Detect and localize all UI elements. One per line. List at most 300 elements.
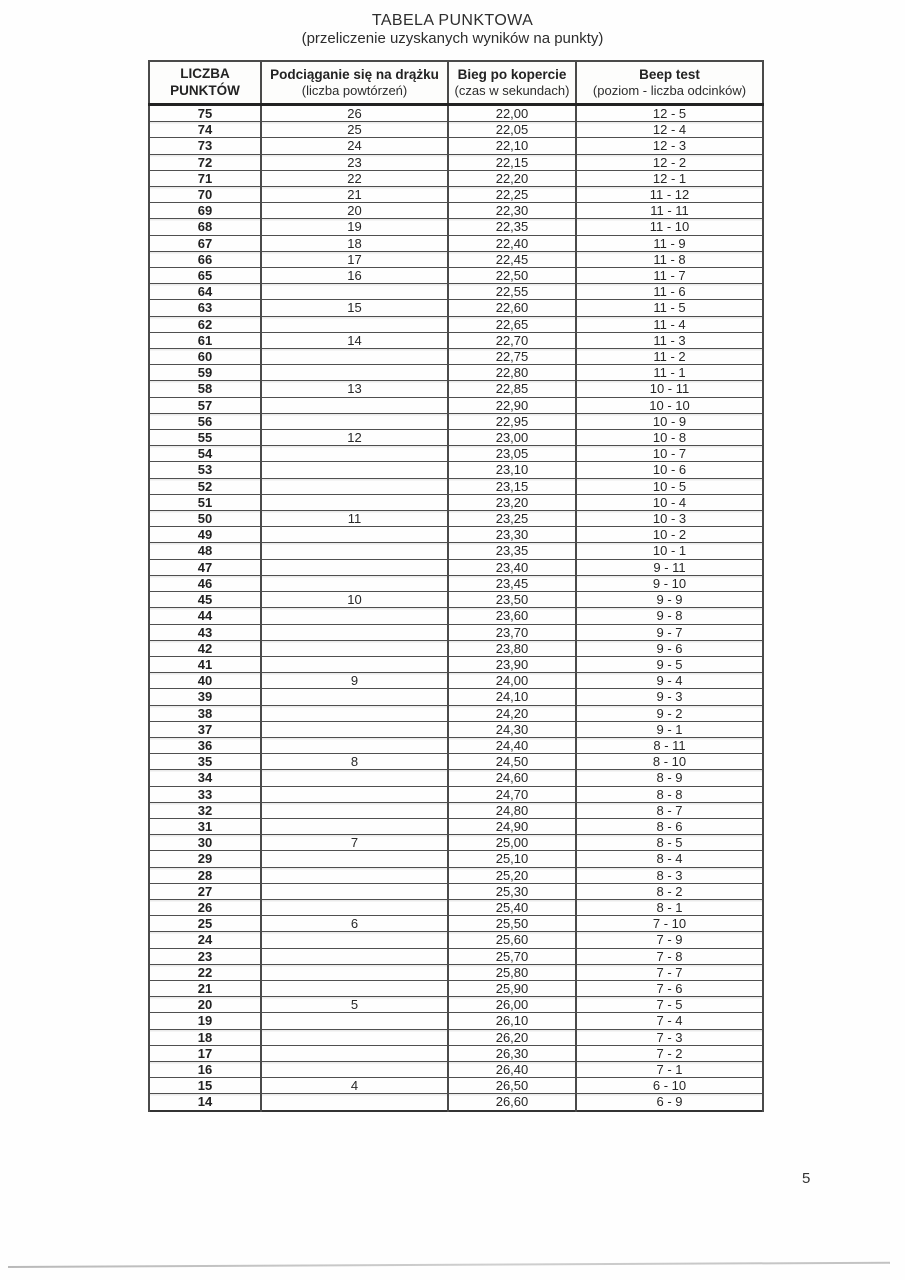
table-row bbox=[149, 300, 763, 316]
cell-time: 24,50 bbox=[448, 754, 576, 770]
cell-pullups: 10 bbox=[261, 592, 448, 608]
cell-beep: 8 - 5 bbox=[576, 835, 763, 851]
cell-pullups bbox=[261, 1013, 448, 1029]
cell-pullups: 13 bbox=[261, 381, 448, 397]
cell-time: 24,30 bbox=[448, 721, 576, 737]
cell-beep: 11 - 8 bbox=[576, 251, 763, 267]
cell-points: 70 bbox=[149, 187, 261, 203]
cell-beep: 10 - 10 bbox=[576, 397, 763, 413]
cell-points: 62 bbox=[149, 316, 261, 332]
header-liczba-punktow-line2: PUNKTÓW bbox=[170, 83, 240, 98]
cell-time: 22,10 bbox=[448, 138, 576, 154]
cell-pullups bbox=[261, 689, 448, 705]
cell-beep: 11 - 3 bbox=[576, 332, 763, 348]
cell-pullups: 21 bbox=[261, 187, 448, 203]
table-row bbox=[149, 916, 763, 932]
header-beep-sublabel: (poziom - liczba odcinków) bbox=[592, 82, 747, 98]
table-row bbox=[149, 397, 763, 413]
cell-points: 53 bbox=[149, 462, 261, 478]
cell-pullups bbox=[261, 527, 448, 543]
cell-points: 55 bbox=[149, 430, 261, 446]
table-row bbox=[149, 964, 763, 980]
cell-time: 22,35 bbox=[448, 219, 576, 235]
cell-beep: 11 - 11 bbox=[576, 203, 763, 219]
cell-beep: 10 - 8 bbox=[576, 430, 763, 446]
cell-points: 60 bbox=[149, 349, 261, 365]
cell-time: 22,90 bbox=[448, 397, 576, 413]
page-subtitle: (przeliczenie uzyskanych wyników na punkty) bbox=[301, 30, 604, 47]
cell-beep: 7 - 9 bbox=[576, 932, 763, 948]
cell-beep: 8 - 1 bbox=[576, 899, 763, 915]
table-row bbox=[149, 1013, 763, 1029]
cell-beep: 7 - 5 bbox=[576, 997, 763, 1013]
cell-pullups bbox=[261, 867, 448, 883]
table-row bbox=[149, 673, 763, 689]
table-row bbox=[149, 349, 763, 365]
table-row bbox=[149, 835, 763, 851]
cell-pullups: 24 bbox=[261, 138, 448, 154]
table-row bbox=[149, 705, 763, 721]
cell-points: 16 bbox=[149, 1061, 261, 1077]
cell-points: 17 bbox=[149, 1045, 261, 1061]
cell-time: 23,45 bbox=[448, 575, 576, 591]
cell-points: 31 bbox=[149, 818, 261, 834]
cell-points: 15 bbox=[149, 1078, 261, 1094]
cell-pullups bbox=[261, 948, 448, 964]
cell-points: 41 bbox=[149, 656, 261, 672]
cell-pullups: 11 bbox=[261, 511, 448, 527]
cell-points: 72 bbox=[149, 154, 261, 170]
cell-pullups: 9 bbox=[261, 673, 448, 689]
cell-beep: 8 - 10 bbox=[576, 754, 763, 770]
cell-points: 65 bbox=[149, 268, 261, 284]
cell-pullups bbox=[261, 851, 448, 867]
cell-beep: 8 - 2 bbox=[576, 883, 763, 899]
header-beep-label: Beep test bbox=[639, 66, 700, 82]
cell-pullups bbox=[261, 494, 448, 510]
cell-beep: 10 - 11 bbox=[576, 381, 763, 397]
table-row bbox=[149, 770, 763, 786]
cell-time: 24,10 bbox=[448, 689, 576, 705]
cell-points: 28 bbox=[149, 867, 261, 883]
cell-time: 22,00 bbox=[448, 105, 576, 122]
cell-points: 73 bbox=[149, 138, 261, 154]
table-row bbox=[149, 268, 763, 284]
cell-beep: 10 - 4 bbox=[576, 494, 763, 510]
cell-beep: 11 - 4 bbox=[576, 316, 763, 332]
cell-pullups bbox=[261, 721, 448, 737]
table-row bbox=[149, 413, 763, 429]
cell-points: 42 bbox=[149, 640, 261, 656]
cell-beep: 10 - 7 bbox=[576, 446, 763, 462]
table-row bbox=[149, 332, 763, 348]
cell-points: 19 bbox=[149, 1013, 261, 1029]
cell-beep: 12 - 5 bbox=[576, 105, 763, 122]
cell-pullups bbox=[261, 737, 448, 753]
cell-pullups bbox=[261, 1094, 448, 1111]
cell-pullups: 5 bbox=[261, 997, 448, 1013]
cell-pullups bbox=[261, 575, 448, 591]
cell-beep: 6 - 10 bbox=[576, 1078, 763, 1094]
cell-points: 46 bbox=[149, 575, 261, 591]
page-number: 5 bbox=[802, 1170, 811, 1187]
cell-time: 22,70 bbox=[448, 332, 576, 348]
table-row bbox=[149, 511, 763, 527]
cell-time: 23,70 bbox=[448, 624, 576, 640]
table-row bbox=[149, 980, 763, 996]
header-podciaganie bbox=[261, 61, 448, 105]
table-row bbox=[149, 1045, 763, 1061]
table-row bbox=[149, 1061, 763, 1077]
cell-beep: 8 - 11 bbox=[576, 737, 763, 753]
cell-beep: 10 - 2 bbox=[576, 527, 763, 543]
table-row bbox=[149, 899, 763, 915]
cell-beep: 9 - 1 bbox=[576, 721, 763, 737]
score-table-body bbox=[149, 105, 763, 1111]
cell-time: 26,50 bbox=[448, 1078, 576, 1094]
header-liczba-punktow-line1: LICZBA bbox=[180, 66, 230, 81]
cell-points: 58 bbox=[149, 381, 261, 397]
cell-points: 57 bbox=[149, 397, 261, 413]
cell-points: 36 bbox=[149, 737, 261, 753]
cell-beep: 8 - 9 bbox=[576, 770, 763, 786]
cell-time: 22,65 bbox=[448, 316, 576, 332]
cell-pullups bbox=[261, 608, 448, 624]
cell-points: 59 bbox=[149, 365, 261, 381]
cell-time: 22,40 bbox=[448, 235, 576, 251]
cell-points: 37 bbox=[149, 721, 261, 737]
cell-beep: 11 - 9 bbox=[576, 235, 763, 251]
cell-points: 38 bbox=[149, 705, 261, 721]
cell-time: 23,80 bbox=[448, 640, 576, 656]
table-row bbox=[149, 462, 763, 478]
cell-pullups: 14 bbox=[261, 332, 448, 348]
table-row bbox=[149, 235, 763, 251]
cell-points: 35 bbox=[149, 754, 261, 770]
cell-pullups: 20 bbox=[261, 203, 448, 219]
cell-pullups: 26 bbox=[261, 105, 448, 122]
cell-time: 24,70 bbox=[448, 786, 576, 802]
cell-pullups bbox=[261, 413, 448, 429]
cell-time: 24,60 bbox=[448, 770, 576, 786]
table-row bbox=[149, 105, 763, 122]
cell-pullups: 15 bbox=[261, 300, 448, 316]
cell-points: 56 bbox=[149, 413, 261, 429]
cell-beep: 11 - 2 bbox=[576, 349, 763, 365]
cell-pullups: 23 bbox=[261, 154, 448, 170]
table-row bbox=[149, 867, 763, 883]
cell-time: 26,10 bbox=[448, 1013, 576, 1029]
cell-beep: 10 - 6 bbox=[576, 462, 763, 478]
cell-beep: 9 - 8 bbox=[576, 608, 763, 624]
cell-points: 64 bbox=[149, 284, 261, 300]
cell-points: 74 bbox=[149, 122, 261, 138]
cell-time: 22,95 bbox=[448, 413, 576, 429]
cell-time: 22,85 bbox=[448, 381, 576, 397]
cell-time: 22,25 bbox=[448, 187, 576, 203]
table-row bbox=[149, 219, 763, 235]
cell-beep: 7 - 2 bbox=[576, 1045, 763, 1061]
cell-points: 23 bbox=[149, 948, 261, 964]
table-row bbox=[149, 251, 763, 267]
cell-pullups bbox=[261, 818, 448, 834]
cell-pullups bbox=[261, 365, 448, 381]
cell-pullups bbox=[261, 543, 448, 559]
cell-pullups: 18 bbox=[261, 235, 448, 251]
cell-time: 23,15 bbox=[448, 478, 576, 494]
cell-beep: 7 - 8 bbox=[576, 948, 763, 964]
cell-points: 43 bbox=[149, 624, 261, 640]
cell-time: 26,00 bbox=[448, 997, 576, 1013]
cell-pullups bbox=[261, 624, 448, 640]
cell-beep: 6 - 9 bbox=[576, 1094, 763, 1111]
cell-points: 61 bbox=[149, 332, 261, 348]
cell-pullups: 19 bbox=[261, 219, 448, 235]
cell-beep: 11 - 7 bbox=[576, 268, 763, 284]
cell-time: 26,20 bbox=[448, 1029, 576, 1045]
cell-beep: 9 - 6 bbox=[576, 640, 763, 656]
cell-beep: 9 - 5 bbox=[576, 656, 763, 672]
table-row bbox=[149, 1029, 763, 1045]
cell-points: 25 bbox=[149, 916, 261, 932]
cell-pullups bbox=[261, 964, 448, 980]
header-bieg-sublabel: (czas w sekundach) bbox=[454, 82, 570, 98]
cell-pullups bbox=[261, 705, 448, 721]
table-row bbox=[149, 592, 763, 608]
cell-beep: 12 - 1 bbox=[576, 170, 763, 186]
cell-time: 24,40 bbox=[448, 737, 576, 753]
page-title: TABELA PUNKTOWA bbox=[371, 12, 534, 29]
cell-pullups bbox=[261, 932, 448, 948]
cell-beep: 8 - 8 bbox=[576, 786, 763, 802]
cell-pullups bbox=[261, 397, 448, 413]
table-row bbox=[149, 446, 763, 462]
cell-time: 23,25 bbox=[448, 511, 576, 527]
cell-pullups bbox=[261, 883, 448, 899]
cell-points: 50 bbox=[149, 511, 261, 527]
cell-time: 22,60 bbox=[448, 300, 576, 316]
cell-pullups bbox=[261, 478, 448, 494]
cell-pullups bbox=[261, 656, 448, 672]
cell-points: 52 bbox=[149, 478, 261, 494]
table-row bbox=[149, 640, 763, 656]
cell-time: 22,30 bbox=[448, 203, 576, 219]
cell-beep: 8 - 4 bbox=[576, 851, 763, 867]
cell-points: 48 bbox=[149, 543, 261, 559]
cell-pullups bbox=[261, 899, 448, 915]
cell-pullups: 4 bbox=[261, 1078, 448, 1094]
cell-time: 23,60 bbox=[448, 608, 576, 624]
table-row bbox=[149, 122, 763, 138]
cell-time: 22,45 bbox=[448, 251, 576, 267]
cell-time: 22,20 bbox=[448, 170, 576, 186]
table-row bbox=[149, 818, 763, 834]
table-row bbox=[149, 608, 763, 624]
cell-pullups bbox=[261, 640, 448, 656]
cell-beep: 10 - 9 bbox=[576, 413, 763, 429]
cell-beep: 7 - 1 bbox=[576, 1061, 763, 1077]
cell-beep: 7 - 3 bbox=[576, 1029, 763, 1045]
cell-points: 71 bbox=[149, 170, 261, 186]
cell-beep: 7 - 4 bbox=[576, 1013, 763, 1029]
table-row bbox=[149, 1094, 763, 1111]
cell-pullups bbox=[261, 1045, 448, 1061]
cell-pullups: 6 bbox=[261, 916, 448, 932]
cell-points: 63 bbox=[149, 300, 261, 316]
cell-beep: 7 - 7 bbox=[576, 964, 763, 980]
cell-points: 66 bbox=[149, 251, 261, 267]
cell-points: 29 bbox=[149, 851, 261, 867]
cell-beep: 11 - 10 bbox=[576, 219, 763, 235]
scan-artifact-line bbox=[8, 1262, 890, 1268]
cell-points: 20 bbox=[149, 997, 261, 1013]
cell-beep: 7 - 6 bbox=[576, 980, 763, 996]
score-table bbox=[148, 60, 764, 1112]
header-bieg-label: Bieg po kopercie bbox=[457, 66, 567, 82]
table-row bbox=[149, 883, 763, 899]
cell-beep: 9 - 3 bbox=[576, 689, 763, 705]
cell-points: 47 bbox=[149, 559, 261, 575]
cell-time: 25,30 bbox=[448, 883, 576, 899]
cell-time: 25,70 bbox=[448, 948, 576, 964]
table-row bbox=[149, 737, 763, 753]
cell-points: 54 bbox=[149, 446, 261, 462]
cell-pullups bbox=[261, 980, 448, 996]
cell-points: 24 bbox=[149, 932, 261, 948]
table-row bbox=[149, 754, 763, 770]
cell-beep: 8 - 7 bbox=[576, 802, 763, 818]
cell-beep: 10 - 5 bbox=[576, 478, 763, 494]
cell-points: 44 bbox=[149, 608, 261, 624]
cell-points: 18 bbox=[149, 1029, 261, 1045]
cell-pullups bbox=[261, 770, 448, 786]
cell-time: 24,00 bbox=[448, 673, 576, 689]
cell-pullups: 16 bbox=[261, 268, 448, 284]
cell-beep: 7 - 10 bbox=[576, 916, 763, 932]
cell-points: 45 bbox=[149, 592, 261, 608]
cell-pullups bbox=[261, 316, 448, 332]
cell-beep: 9 - 11 bbox=[576, 559, 763, 575]
table-row bbox=[149, 624, 763, 640]
cell-pullups bbox=[261, 462, 448, 478]
table-row bbox=[149, 932, 763, 948]
cell-pullups: 7 bbox=[261, 835, 448, 851]
cell-time: 26,40 bbox=[448, 1061, 576, 1077]
cell-beep: 11 - 12 bbox=[576, 187, 763, 203]
table-row bbox=[149, 187, 763, 203]
cell-pullups bbox=[261, 1061, 448, 1077]
cell-pullups: 8 bbox=[261, 754, 448, 770]
cell-points: 51 bbox=[149, 494, 261, 510]
cell-time: 25,10 bbox=[448, 851, 576, 867]
cell-pullups bbox=[261, 284, 448, 300]
cell-time: 25,00 bbox=[448, 835, 576, 851]
cell-beep: 9 - 9 bbox=[576, 592, 763, 608]
table-row bbox=[149, 721, 763, 737]
header-beep-test bbox=[576, 61, 763, 105]
table-row bbox=[149, 851, 763, 867]
cell-time: 23,05 bbox=[448, 446, 576, 462]
table-row bbox=[149, 656, 763, 672]
cell-time: 24,20 bbox=[448, 705, 576, 721]
header-row bbox=[149, 61, 763, 105]
cell-time: 22,80 bbox=[448, 365, 576, 381]
table-row bbox=[149, 170, 763, 186]
cell-points: 49 bbox=[149, 527, 261, 543]
cell-time: 22,15 bbox=[448, 154, 576, 170]
table-row bbox=[149, 381, 763, 397]
cell-points: 40 bbox=[149, 673, 261, 689]
cell-beep: 11 - 5 bbox=[576, 300, 763, 316]
cell-points: 34 bbox=[149, 770, 261, 786]
table-row bbox=[149, 997, 763, 1013]
cell-points: 22 bbox=[149, 964, 261, 980]
cell-beep: 11 - 1 bbox=[576, 365, 763, 381]
cell-time: 23,40 bbox=[448, 559, 576, 575]
cell-beep: 12 - 2 bbox=[576, 154, 763, 170]
cell-time: 23,10 bbox=[448, 462, 576, 478]
table-row bbox=[149, 316, 763, 332]
table-row bbox=[149, 1078, 763, 1094]
cell-time: 25,20 bbox=[448, 867, 576, 883]
cell-points: 21 bbox=[149, 980, 261, 996]
cell-time: 25,90 bbox=[448, 980, 576, 996]
cell-time: 26,60 bbox=[448, 1094, 576, 1111]
cell-pullups: 25 bbox=[261, 122, 448, 138]
table-row bbox=[149, 575, 763, 591]
cell-beep: 12 - 4 bbox=[576, 122, 763, 138]
table-row bbox=[149, 478, 763, 494]
table-row bbox=[149, 494, 763, 510]
cell-time: 26,30 bbox=[448, 1045, 576, 1061]
cell-pullups: 12 bbox=[261, 430, 448, 446]
cell-pullups: 22 bbox=[261, 170, 448, 186]
table-row bbox=[149, 559, 763, 575]
table-row bbox=[149, 543, 763, 559]
cell-time: 22,50 bbox=[448, 268, 576, 284]
cell-beep: 9 - 7 bbox=[576, 624, 763, 640]
table-row bbox=[149, 802, 763, 818]
cell-time: 23,50 bbox=[448, 592, 576, 608]
cell-points: 68 bbox=[149, 219, 261, 235]
table-row bbox=[149, 786, 763, 802]
cell-beep: 12 - 3 bbox=[576, 138, 763, 154]
cell-beep: 10 - 3 bbox=[576, 511, 763, 527]
cell-beep: 9 - 4 bbox=[576, 673, 763, 689]
cell-points: 26 bbox=[149, 899, 261, 915]
header-podciaganie-label: Podciąganie się na drążku bbox=[270, 66, 439, 82]
table-row bbox=[149, 430, 763, 446]
cell-points: 32 bbox=[149, 802, 261, 818]
cell-points: 67 bbox=[149, 235, 261, 251]
table-row bbox=[149, 284, 763, 300]
cell-points: 75 bbox=[149, 105, 261, 122]
cell-beep: 10 - 1 bbox=[576, 543, 763, 559]
cell-points: 69 bbox=[149, 203, 261, 219]
cell-beep: 9 - 10 bbox=[576, 575, 763, 591]
cell-pullups bbox=[261, 786, 448, 802]
table-row bbox=[149, 948, 763, 964]
cell-time: 22,55 bbox=[448, 284, 576, 300]
cell-beep: 11 - 6 bbox=[576, 284, 763, 300]
table-row bbox=[149, 689, 763, 705]
cell-time: 23,90 bbox=[448, 656, 576, 672]
cell-points: 39 bbox=[149, 689, 261, 705]
cell-points: 14 bbox=[149, 1094, 261, 1111]
cell-time: 25,60 bbox=[448, 932, 576, 948]
table-row bbox=[149, 365, 763, 381]
cell-pullups bbox=[261, 1029, 448, 1045]
